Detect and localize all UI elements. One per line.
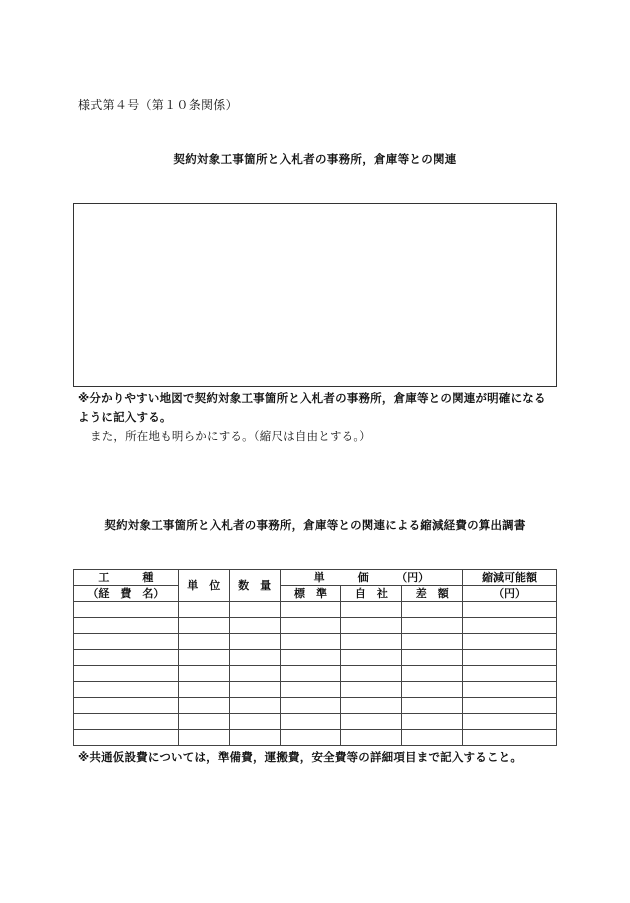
cell-quantity[interactable] — [229, 714, 280, 730]
cell-unit[interactable] — [178, 666, 229, 682]
cell-standard[interactable] — [280, 730, 341, 746]
header-unit: 単 位 — [178, 570, 229, 602]
table-row — [74, 730, 557, 746]
cell-unit[interactable] — [178, 714, 229, 730]
cell-reducible-amount[interactable] — [463, 714, 557, 730]
header-reducible-unit: （円） — [463, 586, 557, 602]
table-row — [74, 682, 557, 698]
relation-title: 契約対象工事箇所と入札者の事務所，倉庫等との関連 — [173, 152, 457, 166]
header-quantity: 数 量 — [229, 570, 280, 602]
cell-standard[interactable] — [280, 650, 341, 666]
cell-quantity[interactable] — [229, 650, 280, 666]
cell-difference[interactable] — [402, 634, 463, 650]
cell-own-company[interactable] — [341, 602, 402, 618]
cell-quantity[interactable] — [229, 618, 280, 634]
cell-standard[interactable] — [280, 666, 341, 682]
cell-standard[interactable] — [280, 698, 341, 714]
cost-table-body — [74, 602, 557, 746]
form-number: 様式第４号（第１０条関係） — [78, 98, 238, 112]
table-row — [74, 698, 557, 714]
cell-standard[interactable] — [280, 714, 341, 730]
cell-own-company[interactable] — [341, 682, 402, 698]
cell-standard[interactable] — [280, 618, 341, 634]
cell-reducible-amount[interactable] — [463, 650, 557, 666]
cell-unit[interactable] — [178, 730, 229, 746]
map-drawing-area[interactable] — [73, 203, 557, 387]
cell-difference[interactable] — [402, 698, 463, 714]
cell-own-company[interactable] — [341, 730, 402, 746]
cell-standard[interactable] — [280, 634, 341, 650]
cell-reducible-amount[interactable] — [463, 682, 557, 698]
header-expense-name: （経 費 名） — [74, 586, 179, 602]
table-row — [74, 714, 557, 730]
cell-reducible-amount[interactable] — [463, 618, 557, 634]
cell-work-type[interactable] — [74, 602, 179, 618]
map-instructions — [78, 389, 558, 446]
cell-unit[interactable] — [178, 634, 229, 650]
cell-work-type[interactable] — [74, 730, 179, 746]
cell-reducible-amount[interactable] — [463, 634, 557, 650]
table-row — [74, 618, 557, 634]
cell-own-company[interactable] — [341, 666, 402, 682]
map-instructions-line2: ように記入する。 — [78, 410, 172, 424]
header-work-type: 工 種 — [74, 570, 179, 586]
cell-difference[interactable] — [402, 714, 463, 730]
cell-reducible-amount[interactable] — [463, 602, 557, 618]
cell-work-type[interactable] — [74, 634, 179, 650]
cell-unit[interactable] — [178, 618, 229, 634]
cell-own-company[interactable] — [341, 634, 402, 650]
cell-reducible-amount[interactable] — [463, 698, 557, 714]
cell-quantity[interactable] — [229, 602, 280, 618]
cell-quantity[interactable] — [229, 682, 280, 698]
cell-quantity[interactable] — [229, 634, 280, 650]
header-unit-price: 単 価 （円） — [280, 570, 463, 586]
cell-quantity[interactable] — [229, 666, 280, 682]
cell-reducible-amount[interactable] — [463, 730, 557, 746]
cell-work-type[interactable] — [74, 666, 179, 682]
cell-work-type[interactable] — [74, 714, 179, 730]
cell-unit[interactable] — [178, 698, 229, 714]
table-row — [74, 634, 557, 650]
cell-work-type[interactable] — [74, 698, 179, 714]
cell-own-company[interactable] — [341, 618, 402, 634]
cell-unit[interactable] — [178, 602, 229, 618]
cell-work-type[interactable] — [74, 618, 179, 634]
cell-own-company[interactable] — [341, 714, 402, 730]
cell-unit[interactable] — [178, 682, 229, 698]
cost-calculation-table — [73, 569, 557, 746]
cell-standard[interactable] — [280, 682, 341, 698]
cell-difference[interactable] — [402, 618, 463, 634]
header-reducible-amount: 縮減可能額 — [463, 570, 557, 586]
footer-note: ※共通仮設費については，準備費，運搬費，安全費等の詳細項目まで記入すること。 — [78, 750, 523, 764]
cell-reducible-amount[interactable] — [463, 666, 557, 682]
cell-difference[interactable] — [402, 602, 463, 618]
map-instructions-line1: ※分かりやすい地図で契約対象工事箇所と入札者の事務所，倉庫等との関連が明確になる — [78, 391, 546, 405]
cell-difference[interactable] — [402, 730, 463, 746]
table-row — [74, 650, 557, 666]
calculation-title: 契約対象工事箇所と入札者の事務所，倉庫等との関連による縮減経費の算出調書 — [104, 518, 526, 532]
table-row — [74, 602, 557, 618]
map-instructions-line3: また，所在地も明らかにする。（縮尺は自由とする。） — [90, 429, 371, 443]
cell-standard[interactable] — [280, 602, 341, 618]
table-row — [74, 666, 557, 682]
cell-quantity[interactable] — [229, 698, 280, 714]
cell-work-type[interactable] — [74, 682, 179, 698]
header-own-company: 自 社 — [341, 586, 402, 602]
cell-work-type[interactable] — [74, 650, 179, 666]
cell-difference[interactable] — [402, 682, 463, 698]
header-standard: 標 準 — [280, 586, 341, 602]
cell-own-company[interactable] — [341, 698, 402, 714]
header-difference: 差 額 — [402, 586, 463, 602]
cell-difference[interactable] — [402, 666, 463, 682]
cell-quantity[interactable] — [229, 730, 280, 746]
cell-own-company[interactable] — [341, 650, 402, 666]
cell-unit[interactable] — [178, 650, 229, 666]
cell-difference[interactable] — [402, 650, 463, 666]
